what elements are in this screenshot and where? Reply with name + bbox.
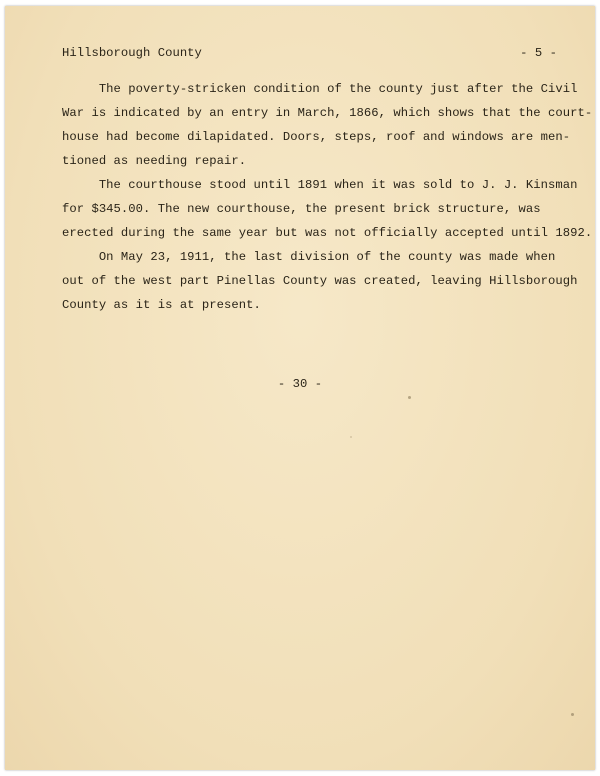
body-line: house had become dilapidated. Doors, steps, roof and windows are men-: [62, 130, 571, 144]
document-page: [5, 6, 595, 770]
paper-speck: [408, 396, 411, 399]
body-line: The poverty-stricken condition of the county just after the Civil: [62, 82, 578, 96]
body-line: County as it is at present.: [62, 298, 261, 312]
paper-speck: [350, 436, 352, 438]
body-line: tioned as needing repair.: [62, 154, 247, 168]
paper-speck: [571, 713, 574, 716]
body-line: On May 23, 1911, the last division of the county was made when: [62, 250, 556, 264]
body-line: out of the west part Pinellas County was created, leaving Hillsborough: [62, 274, 578, 288]
body-line: for $345.00. The new courthouse, the present brick structure, was: [62, 202, 541, 216]
header-title: Hillsborough County: [62, 46, 202, 60]
body-line: War is indicated by an entry in March, 1866, which shows that the court-: [62, 106, 593, 120]
footer-page-number: - 30 -: [277, 377, 323, 391]
header-page-number: - 5 -: [520, 46, 557, 60]
body-line: erected during the same year but was not officially accepted until 1892.: [62, 226, 593, 240]
body-line: The courthouse stood until 1891 when it was sold to J. J. Kinsman: [62, 178, 578, 192]
